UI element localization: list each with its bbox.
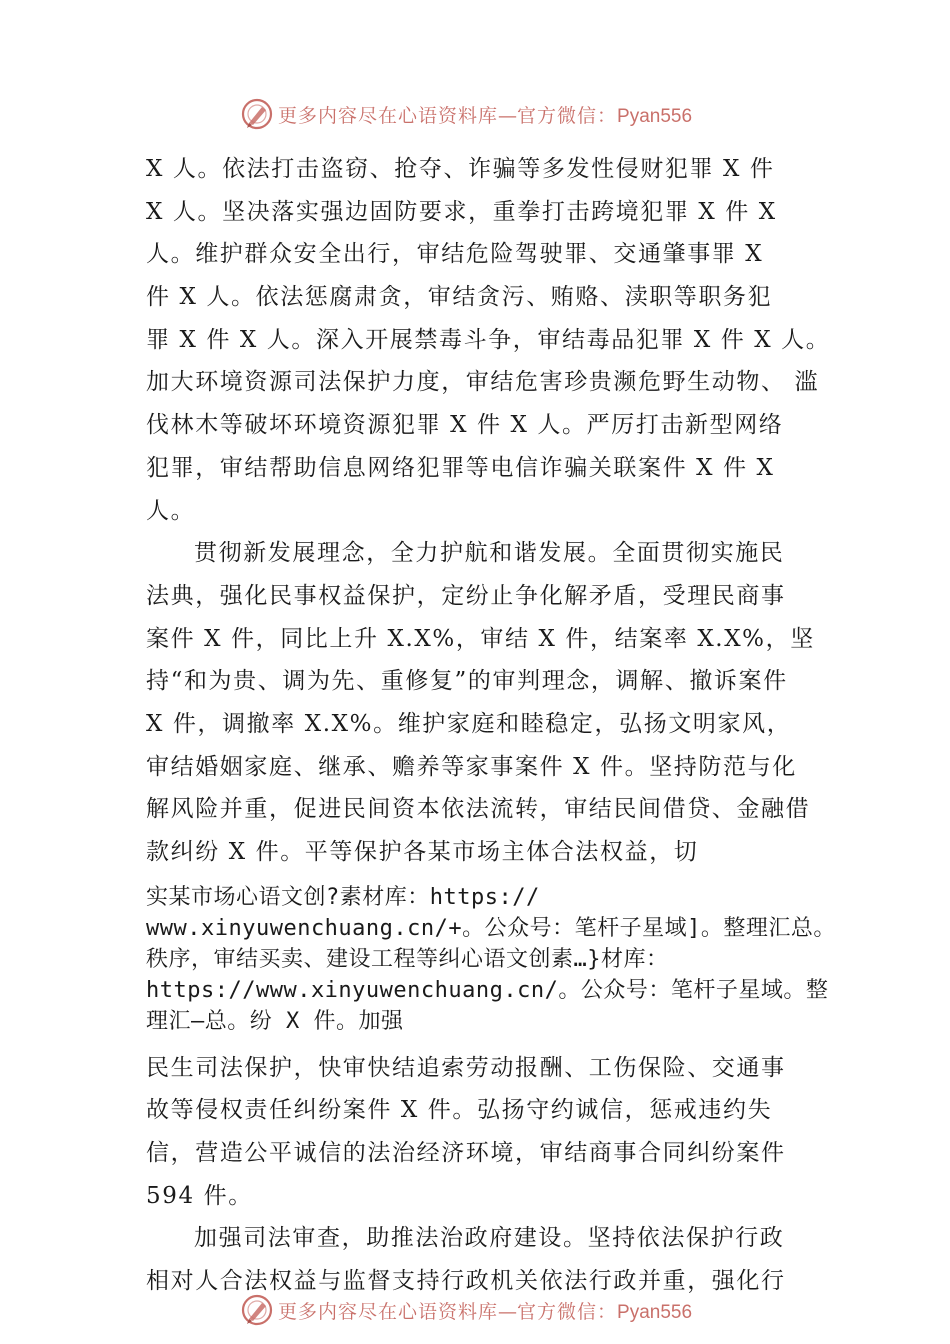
text-line: 实某市场心语文创?素材库：https:// (146, 884, 540, 910)
text-line: X 件，调撤率 X.X%。维护家庭和睦稳定，弘扬文明家风， (146, 710, 792, 737)
text-line: 人。 (146, 497, 196, 524)
paragraph (146, 1047, 846, 1218)
text-line: www.xinyuwenchuang.cn/+。公众号：笔杆子星域]。整理汇总。 (146, 915, 836, 941)
text-line: 594 件。 (146, 1182, 253, 1209)
text-line: 加大环境资源司法保护力度，审结危害珍贵濒危野生动物、 滥 (146, 369, 820, 396)
pen-logo-icon (240, 97, 274, 131)
text-line: X 人。依法打击盗窃、抢夺、诈骗等多发性侵财犯罪 X 件 (146, 156, 775, 182)
text-line: 法典，强化民事权益保护，定纷止争化解矛盾，受理民商事 (146, 582, 786, 609)
document-body (146, 148, 846, 1303)
text-line: 理汇—总。纷 X 件。加强 (146, 1008, 404, 1034)
header-watermark (240, 96, 740, 132)
text-line: https://www.xinyuwenchuang.cn/。公众号：笔杆子星域。整 (146, 977, 829, 1003)
text-line: 罪 X 件 X 人。深入开展禁毒斗争，审结毒品犯罪 X 件 X 人。 (146, 326, 831, 353)
text-line: 加强司法审查，助推法治政府建设。坚持依法保护行政 (194, 1225, 785, 1252)
text-line: 贯彻新发展理念，全力护航和谐发展。全面贯彻实施民 (194, 540, 785, 567)
header-banner-text: 更多内容尽在心语资料库—官方微信：Pyan556 (278, 104, 693, 127)
text-line: 审结婚姻家庭、继承、赡养等家事案件 X 件。坚持防范与化 (146, 753, 797, 780)
paragraph (146, 1217, 846, 1302)
text-line: 解风险并重，促进民间资本依法流转，审结民间借贷、金融借 (146, 796, 811, 823)
watermark-insert-block (146, 882, 846, 1037)
pen-logo-icon (240, 1293, 274, 1327)
text-line: 民生司法保护，快审快结追索劳动报酬、工伤保险、交通事 (146, 1054, 786, 1081)
text-line: 相对人合法权益与监督支持行政机关依法行政并重，强化行 (146, 1268, 786, 1295)
text-line: 秩序，审结买卖、建设工程等纠心语文创素…}材库： (146, 946, 669, 972)
footer-banner-text: 更多内容尽在心语资料库—官方微信：Pyan556 (278, 1300, 693, 1323)
paragraph (146, 148, 846, 532)
text-line: 件 X 人。依法惩腐肃贪，审结贪污、贿赂、渎职等职务犯 (146, 284, 773, 311)
footer-watermark (240, 1292, 740, 1328)
text-line: 款纠纷 X 件。平等保护各某市场主体合法权益，切 (146, 839, 699, 865)
paragraph (146, 532, 846, 874)
text-line: 犯罪，审结帮助信息网络犯罪等电信诈骗关联案件 X 件 X (146, 454, 775, 481)
text-line: 信，营造公平诚信的法治经济环境，审结商事合同纠纷案件 (146, 1140, 786, 1167)
text-line: X 人。坚决落实强边固防要求，重拳打击跨境犯罪 X 件 X (146, 198, 777, 225)
text-line: 持“和为贵、调为先、重修复”的审判理念，调解、撤诉案件 (146, 668, 788, 695)
text-line: 伐林木等破坏环境资源犯罪 X 件 X 人。严厉打击新型网络 (146, 412, 784, 439)
text-line: 案件 X 件，同比上升 X.X%，审结 X 件，结案率 X.X%，坚 (146, 625, 815, 652)
text-line: 人。维护群众安全出行，审结危险驾驶罪、交通肇事罪 X (146, 241, 764, 268)
text-line: 故等侵权责任纠纷案件 X 件。弘扬守约诚信，惩戒违约失 (146, 1097, 773, 1124)
